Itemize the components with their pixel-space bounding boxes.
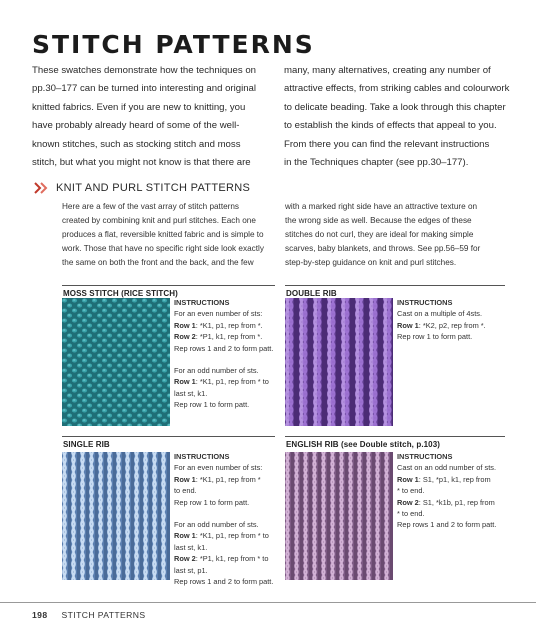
row-label: Row 2 (397, 497, 419, 507)
body-line: created by combining knit and purl stitches. Each one (62, 216, 256, 225)
swatch-divider (285, 285, 505, 286)
english-rib-instructions (397, 451, 509, 531)
instruction-line: Rep rows 1 and 2 to form patt. (174, 577, 274, 587)
single-rib-instructions (174, 451, 278, 587)
instruction-line: * to end. (397, 509, 425, 519)
body-line: the wrong side as well. Because the edges of these (285, 216, 472, 225)
body-line: Here are a few of the vast array of stitch patterns (62, 202, 240, 211)
intro-line: have probably already heard of some of the well- (32, 120, 240, 132)
single-rib-swatch-image (62, 452, 170, 580)
instruction-line (174, 376, 278, 387)
instruction-line: Cast on an odd number of sts. (397, 463, 497, 473)
row-text: : *P1, k1, rep from *. (195, 332, 263, 342)
section-header (34, 180, 250, 196)
row-text: : *K1, p1, rep from * to (195, 531, 269, 541)
instruction-line (174, 320, 278, 331)
body-line: produces a flat, reversible knitted fabric and is simple to (62, 230, 264, 239)
intro-line: knitted fabrics. Even if you are new to knitting, you (32, 101, 246, 113)
instruction-line (397, 497, 509, 508)
double-rib-instructions (397, 297, 509, 343)
intro-line: pp.30–177 can be turned into interesting and original (32, 83, 257, 95)
instruction-line (174, 331, 278, 342)
instruction-line: For an odd number of sts. (174, 366, 259, 376)
instruction-line: Cast on a multiple of 4sts. (397, 309, 483, 319)
instruction-line: Rep row 1 to form patt. (174, 497, 250, 507)
swatch-divider (62, 285, 275, 286)
intro-line: to delicate beading. Take a look through this chapter (284, 101, 506, 113)
instruction-line: * to end. (397, 486, 425, 496)
intro-line: attractive effects, from striking cables and colourwork (284, 83, 510, 95)
body-line: the same on both the front and the back, and the few (62, 258, 254, 267)
instruction-line (397, 474, 509, 485)
section-title: KNIT AND PURL STITCH PATTERNS (56, 182, 251, 194)
instruction-line: to end. (174, 486, 197, 496)
footer (32, 610, 146, 620)
row-label: Row 2 (174, 554, 196, 564)
page-number: 198 (32, 610, 48, 620)
body-line: work. Those that have no specific right side look exactly (62, 244, 264, 253)
footer-rule (0, 602, 536, 603)
row-text: : *P1, k1, rep from * to (195, 554, 269, 564)
spacer (174, 354, 278, 365)
row-label: Row 1 (397, 474, 419, 484)
intro-left-column (32, 62, 268, 172)
instruction-line: Rep rows 1 and 2 to form patt. (174, 343, 274, 353)
row-text: : *K2, p2, rep from *. (418, 320, 486, 330)
swatch-title-double-rib: DOUBLE RIB (286, 289, 337, 298)
body-line: step-by-step guidance on knit and purl stitches. (285, 258, 457, 267)
instruction-line (174, 474, 278, 485)
instructions-label: INSTRUCTIONS (174, 452, 230, 461)
instruction-line: For an odd number of sts. (174, 520, 259, 530)
swatch-title-single-rib: SINGLE RIB (63, 440, 110, 449)
intro-line: From there you can find the relevant instructions (284, 138, 490, 150)
instruction-line: For an even number of sts: (174, 463, 263, 473)
instruction-line: For an even number of sts: (174, 309, 263, 319)
intro-line: These swatches demonstrate how the techniques on (32, 65, 256, 76)
intro-line: in the Techniques chapter (see pp.30–177). (284, 157, 469, 169)
instructions-label: INSTRUCTIONS (397, 452, 453, 461)
row-label: Row 1 (174, 320, 196, 330)
row-text: : *K1, p1, rep from * (195, 474, 261, 484)
intro-right-column (284, 62, 520, 172)
instruction-line: last st, p1. (174, 565, 208, 575)
body-line: stitches do not curl, they are ideal for making simple (285, 230, 474, 239)
instruction-line: Rep rows 1 and 2 to form patt. (397, 520, 497, 530)
instruction-line: Rep row 1 to form patt. (397, 332, 473, 342)
instruction-line: last st, k1. (174, 388, 208, 398)
swatch-title-moss: MOSS STITCH (RICE STITCH) (63, 289, 178, 298)
intro-line: stitch, but what you might not know is that there are (32, 157, 251, 169)
instruction-line (397, 320, 509, 331)
instruction-line: Rep row 1 to form patt. (174, 400, 250, 410)
instruction-line: last st, k1. (174, 542, 208, 552)
row-label: Row 1 (397, 320, 419, 330)
swatch-divider (62, 436, 275, 437)
moss-stitch-swatch-image (62, 298, 170, 426)
body-line: scarves, baby blankets, and throws. See pp.56–59 for (285, 244, 481, 253)
row-label: Row 2 (174, 332, 196, 342)
intro-line: known stitches, such as stocking stitch and moss (32, 138, 241, 150)
spacer (174, 508, 278, 519)
running-head: STITCH PATTERNS (61, 610, 146, 620)
row-label: Row 1 (174, 531, 196, 541)
row-text: : *K1, p1, rep from * to (195, 377, 269, 387)
body-line: with a marked right side have an attractive texture on (285, 202, 478, 211)
row-text: : S1, *k1b, p1, rep from (418, 497, 495, 507)
instruction-line (174, 553, 278, 564)
section-body-right (285, 200, 505, 270)
row-label: Row 1 (174, 377, 196, 387)
double-chevron-right-icon (34, 182, 50, 194)
moss-instructions (174, 297, 278, 411)
section-body-left (62, 200, 276, 270)
instruction-line (174, 530, 278, 541)
page-title: STITCH PATTERNS (32, 30, 315, 59)
row-text: : *K1, p1, rep from *. (195, 320, 263, 330)
row-label: Row 1 (174, 474, 196, 484)
row-text: : S1, *p1, k1, rep from (418, 474, 491, 484)
english-rib-swatch-image (285, 452, 393, 580)
instructions-label: INSTRUCTIONS (174, 298, 230, 307)
instructions-label: INSTRUCTIONS (397, 298, 453, 307)
intro-line: to establish the kinds of effects that appeal to you. (284, 120, 497, 132)
double-rib-swatch-image (285, 298, 393, 426)
intro-line: many, many alternatives, creating any number of (284, 65, 491, 76)
swatch-title-english-rib: ENGLISH RIB (see Double stitch, p.103) (286, 440, 441, 449)
swatch-divider (285, 436, 505, 437)
